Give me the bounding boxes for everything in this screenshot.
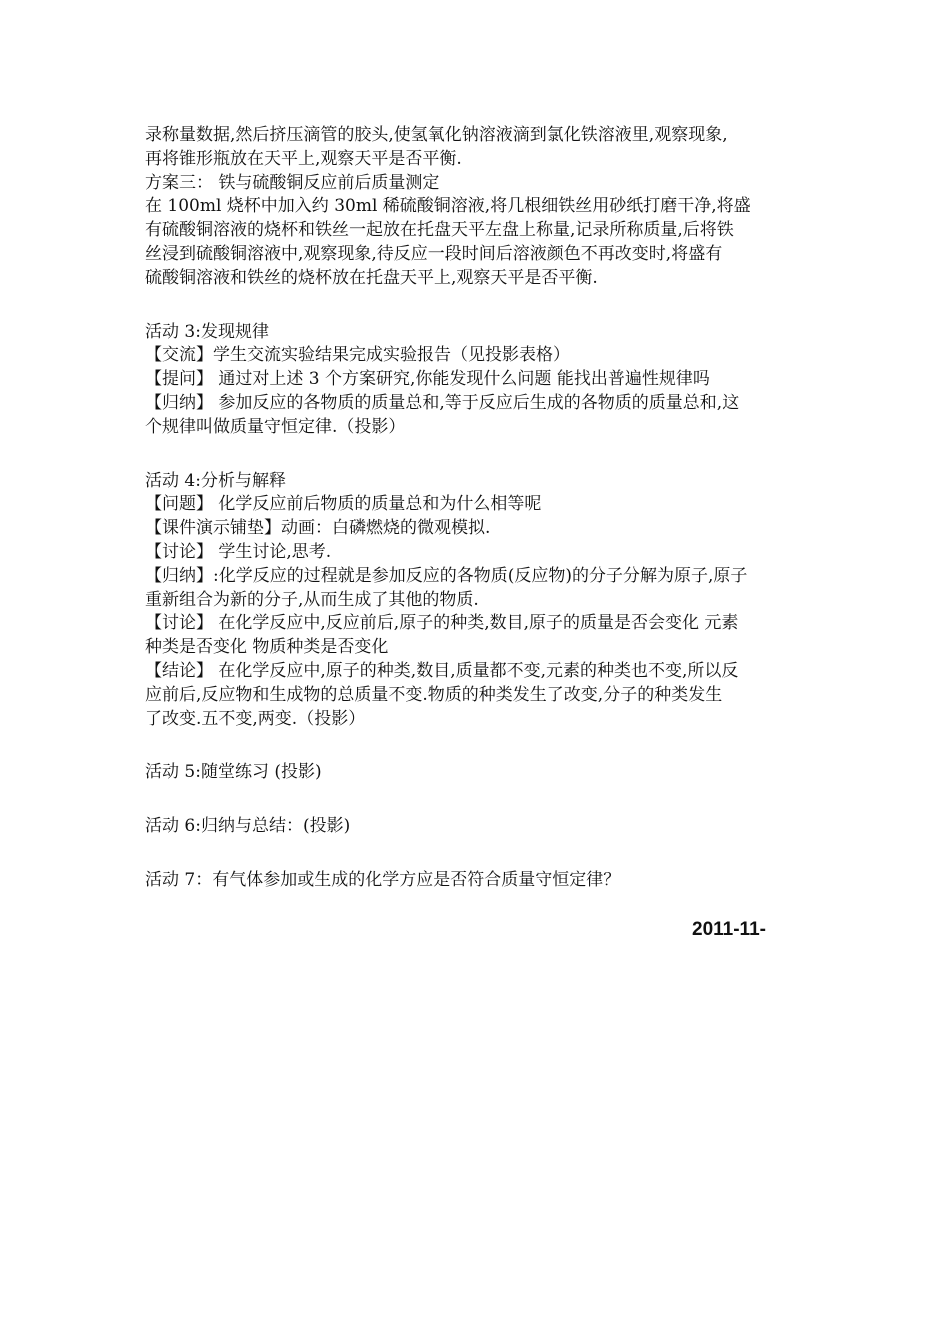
document-body xyxy=(145,124,810,893)
activity4-line-2: 【课件演示铺垫】动画：白磷燃烧的微观模拟. xyxy=(145,518,491,539)
document-date: 2011-11- xyxy=(692,919,766,940)
spacer xyxy=(145,731,810,761)
activity3-line-1: 【交流】学生交流实验结果完成实验报告（见投影表格） xyxy=(145,345,570,366)
activity4-line-6: 【讨论】 在化学反应中,反应前后,原子的种类,数目,原子的质量是否会变化 元素 xyxy=(145,613,739,634)
scheme3-line-2: 有硫酸铜溶液的烧杯和铁丝一起放在托盘天平左盘上称量,记录所称质量,后将铁 xyxy=(145,220,734,241)
activity4-line-10: 了改变.五不变,两变.（投影） xyxy=(145,708,366,729)
scheme3-line-4: 硫酸铜溶液和铁丝的烧杯放在托盘天平上,观察天平是否平衡. xyxy=(145,267,598,288)
scheme3-line-3: 丝浸到硫酸铜溶液中,观察现象,待反应一段时间后溶液颜色不再改变时,将盛有 xyxy=(145,243,723,264)
activity6-title: 活动 6:归纳与总结：(投影) xyxy=(145,816,351,837)
activity4-title: 活动 4:分析与解释 xyxy=(145,470,286,491)
scheme3-line-1: 在 100ml 烧杯中加入约 30ml 稀硫酸铜溶液,将几根细铁丝用砂纸打磨干净,将盛 xyxy=(145,196,751,217)
spacer xyxy=(145,291,810,321)
activity4-line-4: 【归纳】:化学反应的过程就是参加反应的各物质(反应物)的分子分解为原子,原子 xyxy=(145,565,748,586)
activity4-line-3: 【讨论】 学生讨论,思考. xyxy=(145,541,332,562)
activity3-line-4: 个规律叫做质量守恒定律.（投影） xyxy=(145,416,406,437)
spacer xyxy=(145,839,810,869)
activity4-line-8: 【结论】 在化学反应中,原子的种类,数目,质量都不变,元素的种类也不变,所以反 xyxy=(145,660,739,681)
activity3-line-3: 【归纳】 参加反应的各物质的质量总和,等于反应后生成的各物质的质量总和,这 xyxy=(145,392,740,413)
activity4-line-1: 【问题】 化学反应前后物质的质量总和为什么相等呢 xyxy=(145,494,542,515)
activity3-title: 活动 3:发现规律 xyxy=(145,321,269,342)
scheme2-line-2: 再将锥形瓶放在天平上,观察天平是否平衡. xyxy=(145,148,462,169)
activity3-line-2: 【提问】 通过对上述 3 个方案研究,你能发现什么问题 能找出普遍性规律吗 xyxy=(145,369,710,390)
activity4-line-9: 应前后,反应物和生成物的总质量不变.物质的种类发生了改变,分子的种类发生 xyxy=(145,684,723,705)
activity7-title: 活动 7：有气体参加或生成的化学方应是否符合质量守恒定律？ xyxy=(145,869,621,890)
spacer xyxy=(145,440,810,470)
spacer xyxy=(145,785,810,815)
activity4-line-5: 重新组合为新的分子,从而生成了其他的物质. xyxy=(145,589,479,610)
scheme2-line-1: 录称量数据,然后挤压滴管的胶头,使氢氧化钠溶液滴到氯化铁溶液里,观察现象, xyxy=(145,125,728,145)
activity4-line-7: 种类是否变化 物质种类是否变化 xyxy=(145,637,389,658)
scheme3-title: 方案三： 铁与硫酸铜反应前后质量测定 xyxy=(145,172,440,193)
activity5-title: 活动 5:随堂练习 (投影) xyxy=(145,762,322,783)
